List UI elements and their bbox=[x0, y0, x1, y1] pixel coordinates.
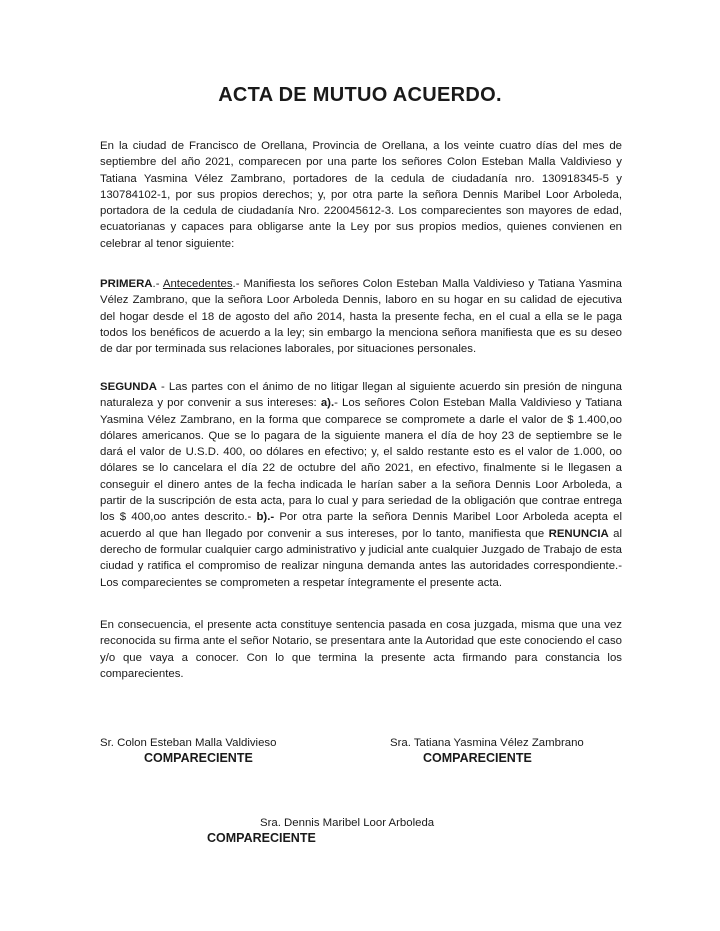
clause-segunda-text-1: - Las partes con el ánimo de no litigar llegan al siguiente acuerdo sin presión de ninguna naturaleza y por convenir a sus intereses: bbox=[100, 381, 622, 410]
clause-primera-heading: Antecedentes bbox=[162, 278, 233, 290]
clause-segunda-text-3: Por otra parte la señora Dennis Maribel Loor Arboleda acepta el acuerdo al que han llegado por convenir a sus intereses, por lo tanto, manifiesta que bbox=[100, 511, 622, 540]
clause-primera-heading-separator: .- bbox=[232, 278, 244, 290]
signature-role-1: COMPARECIENTE bbox=[144, 751, 253, 765]
clause-primera-text: Manifiesta los señores Colon Esteban Malla Valdivieso y Tatiana Yasmina Vélez Zambrano, que la señora Loor Arboleda Dennis, laboro en su hogar en su calidad de ejecutiva del hogar desde el 18 de agosto del año 2014, hasta la presente fecha, en el cual a ella se le paga todos los benéficos de acuerdo a la ley; sin embargo la menciona señora manifiesta que es su deseo de dar por terminada sus relaciones laborales, por situaciones personales. bbox=[100, 278, 622, 356]
clause-segunda bbox=[100, 379, 622, 591]
clause-segunda-renuncia: RENUNCIA bbox=[548, 527, 609, 540]
clause-segunda-text-2: - Los señores Colon Esteban Malla Valdivieso y Tatiana Yasmina Vélez Zambrano, en la forma que comparece se compromete a darle el valor de $ 1.400,oo dólares americanos. Que se lo pagara de la siguiente manera el día de hoy 23 de septiembre se le dará el valor de U.S.D. 400, oo dólares en efectivo; y, el saldo restante esto es el valor de 1.000, oo dólares se lo cancelara el día 22 de octubre del año 2021, en efectivo, finalmente si le llegasen a conseguir el dinero antes de la fecha indicada le harían saber a la señora Dennis Loor Arboleda, a partir de la suscripción de esta acta, para lo cual y para seriedad de la obligación que contrae entrega los $ 400,oo antes descrito.- bbox=[100, 397, 622, 524]
clause-segunda-text-4: al derecho de formular cualquier cargo administrativo y judicial ante cualquier Juzgado de Trabajo de esta ciudad y ratifica el compromiso de realizar ninguna demanda antes las autoridades correspondiente.- Los comparecientes se comprometen a respetar íntegramente el presente acta. bbox=[100, 527, 623, 589]
clause-primera-label: PRIMERA bbox=[100, 278, 153, 290]
closing-paragraph: En consecuencia, el presente acta constituye sentencia pasada en cosa juzgada, misma que una vez reconocida su firma ante el señor Notario, se presentara ante la Autoridad que este conociendo el caso y/o que vaya a conocer. Con lo que termina la presente acta firmando para constancia los comparecientes. bbox=[100, 619, 622, 680]
signature-name-3: Sra. Dennis Maribel Loor Arboleda bbox=[260, 817, 435, 829]
signature-role-2: COMPARECIENTE bbox=[423, 751, 532, 765]
clause-primera-separator: .- bbox=[152, 278, 163, 290]
clause-segunda-marker-a: a). bbox=[320, 397, 335, 410]
document-title: ACTA DE MUTUO ACUERDO. bbox=[218, 84, 502, 106]
signature-role-3: COMPARECIENTE bbox=[207, 831, 316, 845]
clause-primera bbox=[100, 276, 622, 357]
signature-name-1: Sr. Colon Esteban Malla Valdivieso bbox=[100, 737, 277, 749]
intro-paragraph: En la ciudad de Francisco de Orellana, Provincia de Orellana, a los veinte cuatro días del mes de septiembre del año 2021, comparecen por una parte los señores Colon Esteban Malla Valdivieso y Tatiana Yasmina Vélez Zambrano, portadores de la cedula de ciudadanía nro. 130918345-5 y 130784102-1, por sus propios derechos; y, por otra parte la señora Dennis Maribel Loor Arboleda, portadora de la cedula de ciudadanía Nro. 220045612-3. Los comparecientes son mayores de edad, ecuatorianas y capaces para obligarse ante la Ley por sus propios medios, quienes convienen en celebrar al tenor siguiente: bbox=[100, 140, 622, 250]
clause-segunda-marker-b: b).- bbox=[256, 511, 275, 524]
clause-segunda-label: SEGUNDA bbox=[100, 381, 157, 393]
signature-name-2: Sra. Tatiana Yasmina Vélez Zambrano bbox=[390, 737, 584, 749]
